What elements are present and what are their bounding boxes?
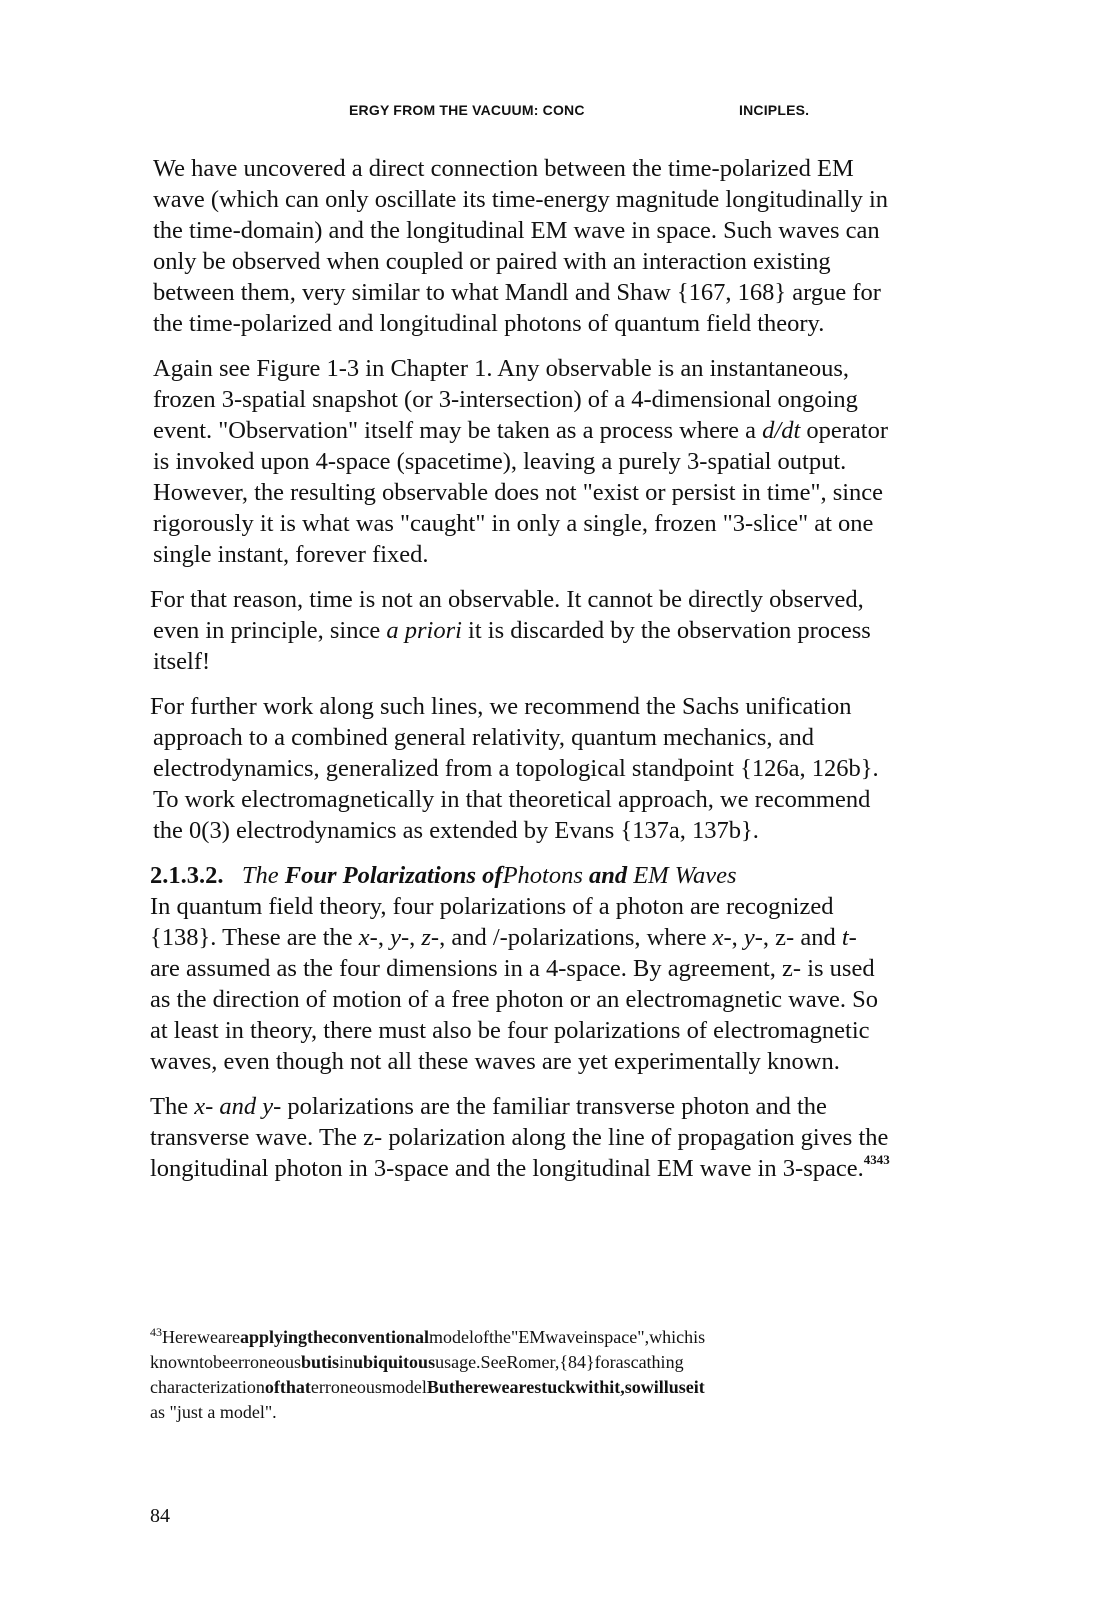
- italic-run: x-: [358, 924, 378, 951]
- italic-run: z-: [421, 924, 440, 951]
- text-line: as the direction of motion of a free photon or an electromagnetic wave. So: [150, 986, 878, 1013]
- text-run: usage.SeeRomer,{84}forascathing: [435, 1352, 684, 1372]
- paragraph-5: [150, 891, 1000, 1077]
- footnote-reference[interactable]: 4343: [863, 1152, 890, 1167]
- paragraph-6: [150, 1091, 1000, 1184]
- text-run: , z- and: [762, 924, 842, 951]
- footnote-line: [150, 1325, 1000, 1350]
- section-2-1-3-2: [150, 860, 1000, 1184]
- text-run: in: [339, 1352, 354, 1372]
- paragraph-3: [150, 584, 1000, 677]
- text-line: waves, even though not all these waves are yet experimentally known.: [150, 1048, 840, 1075]
- paragraph-4: [150, 691, 1000, 846]
- section-title-part: and: [589, 862, 628, 889]
- italic-run: x-: [712, 924, 732, 951]
- text-line: frozen 3-spatial snapshot (or 3-intersection) of a 4-dimensional ongoing: [153, 386, 858, 413]
- bold-run: butis: [300, 1352, 339, 1372]
- section-title-part: Four Polarizations of: [284, 862, 503, 889]
- footnote-43: [150, 1325, 1000, 1425]
- text-line: approach to a combined general relativity, quantum mechanics, and: [153, 724, 815, 751]
- text-run: ,: [731, 924, 744, 951]
- text-line: [150, 1153, 1000, 1184]
- text-line: are assumed as the four dimensions in a 4-space. By agreement, z- is used: [150, 955, 875, 982]
- running-header: [0, 102, 1118, 122]
- text-line: rigorously it is what was "caught" in only a single, frozen "3-slice" at one: [153, 510, 874, 537]
- text-line: at least in theory, there must also be four polarizations of electromagnetic: [150, 1017, 870, 1044]
- text-line: electrodynamics, generalized from a topological standpoint {126a, 126b}.: [153, 755, 879, 782]
- section-number: 2.1.3.2.: [150, 862, 224, 889]
- footnote-line: [150, 1350, 1000, 1375]
- italic-run: a priori: [386, 617, 462, 644]
- running-header-right: INCIPLES.: [739, 102, 810, 118]
- section-title-part: The: [241, 862, 285, 889]
- text-run: erroneousmodel: [310, 1377, 427, 1397]
- text-run: ,: [377, 924, 391, 951]
- text-run: ,: [409, 924, 422, 951]
- text-line: We have uncovered a direct connection between the time-polarized EM: [153, 155, 854, 182]
- text-run: even in principle, since: [153, 617, 387, 644]
- text-run: it is discarded by the observation process: [461, 617, 871, 644]
- text-line: the time-domain) and the longitudinal EM wave in space. Such waves can: [153, 217, 880, 244]
- text-line: In quantum field theory, four polarizations of a photon are recognized: [150, 893, 834, 920]
- text-run: {138}. These are the: [150, 924, 359, 951]
- text-line: single instant, forever fixed.: [153, 541, 429, 568]
- bold-run: ubiquitous: [353, 1352, 436, 1372]
- footnote-marker: 43: [150, 1325, 162, 1339]
- italic-run: t-: [841, 924, 857, 951]
- section-heading: [150, 860, 1000, 891]
- text-line: itself!: [153, 648, 211, 675]
- text-run: operator: [800, 417, 889, 444]
- text-line: To work electromagnetically in that theoretical approach, we recommend: [153, 786, 871, 813]
- footnote-line: [150, 1375, 1000, 1400]
- text-line: Again see Figure 1-3 in Chapter 1. Any observable is an instantaneous,: [153, 355, 850, 382]
- section-title-part: EM Waves: [627, 862, 737, 889]
- text-line: [153, 415, 1000, 446]
- text-line: between them, very similar to what Mandl and Shaw {167, 168} argue for: [153, 279, 881, 306]
- text-run: modelofthe"EMwaveinspace",whichis: [428, 1327, 706, 1347]
- paragraph-2: [150, 353, 1000, 570]
- footnote-line: as "just a model".: [150, 1402, 277, 1422]
- italic-run: y-: [743, 924, 763, 951]
- main-text: [150, 153, 1000, 1198]
- text-line: wave (which can only oscillate its time-energy magnitude longitudinally in: [153, 186, 889, 213]
- text-line: However, the resulting observable does not "exist or persist in time", since: [153, 479, 884, 506]
- text-line: the time-polarized and longitudinal photons of quantum field theory.: [153, 310, 825, 337]
- running-header-left: ERGY FROM THE VACUUM: CONC: [349, 102, 585, 118]
- text-line: [150, 922, 1000, 953]
- bold-run: Butherewearestuckwithit,sowilluseit: [426, 1377, 705, 1397]
- text-run: Hereweare: [162, 1327, 240, 1347]
- section-title-part: Photons: [502, 862, 590, 889]
- italic-run: x- and y-: [194, 1093, 282, 1120]
- text-line: the 0(3) electrodynamics as extended by Evans {137a, 137b}.: [153, 817, 759, 844]
- text-run: event. "Observation" itself may be taken as a process where a: [153, 417, 763, 444]
- text-run: The: [150, 1093, 195, 1120]
- italic-run: y-: [390, 924, 410, 951]
- text-line: [150, 1091, 1000, 1122]
- text-run: longitudinal photon in 3-space and the longitudinal EM wave in 3-space.: [150, 1155, 864, 1182]
- text-line: For further work along such lines, we recommend the Sachs unification: [150, 693, 852, 720]
- text-run: polarizations are the familiar transverse photon and the: [281, 1093, 827, 1120]
- text-line: is invoked upon 4-space (spacetime), leaving a purely 3-spatial output.: [153, 448, 847, 475]
- page-number: 84: [150, 1505, 170, 1527]
- text-line: For that reason, time is not an observable. It cannot be directly observed,: [150, 586, 864, 613]
- text-line: transverse wave. The z- polarization along the line of propagation gives the: [150, 1124, 889, 1151]
- bold-run: ofthat: [264, 1377, 311, 1397]
- text-run: , and /-polarizations, where: [439, 924, 713, 951]
- text-run: knowntobeerroneous: [150, 1352, 301, 1372]
- text-line: [150, 615, 1000, 646]
- bold-run: applyingtheconventional: [239, 1327, 429, 1347]
- italic-run: d/dt: [762, 417, 801, 444]
- paragraph-1: [150, 153, 1000, 339]
- text-line: only be observed when coupled or paired with an interaction existing: [153, 248, 831, 275]
- text-run: characterization: [150, 1377, 265, 1397]
